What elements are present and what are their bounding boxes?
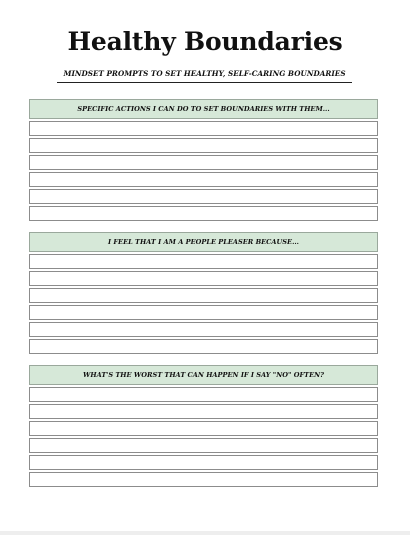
writing-line[interactable]: [29, 206, 378, 221]
writing-line[interactable]: [29, 172, 378, 187]
writing-line[interactable]: [29, 438, 378, 453]
page-title: Healthy Boundaries: [67, 27, 343, 56]
section-heading: SPECIFIC ACTIONS I CAN DO TO SET BOUNDARIES WITH THEM...: [29, 99, 378, 119]
writing-line[interactable]: [29, 155, 378, 170]
writing-line[interactable]: [29, 271, 378, 286]
prompt-section-3: [29, 365, 378, 487]
subtitle-underline: [57, 82, 352, 83]
prompt-section-2: [29, 232, 378, 354]
writing-line[interactable]: [29, 421, 378, 436]
prompt-section-1: [29, 99, 378, 221]
writing-line[interactable]: [29, 387, 378, 402]
writing-line[interactable]: [29, 455, 378, 470]
writing-line[interactable]: [29, 254, 378, 269]
page-bottom-edge: [0, 531, 410, 535]
writing-line[interactable]: [29, 189, 378, 204]
page-subtitle: MINDSET PROMPTS TO SET HEALTHY, SELF-CARING BOUNDARIES: [63, 69, 346, 78]
section-heading: I FEEL THAT I AM A PEOPLE PLEASER BECAUSE...: [29, 232, 378, 252]
writing-line[interactable]: [29, 404, 378, 419]
writing-line[interactable]: [29, 121, 378, 136]
writing-line[interactable]: [29, 472, 378, 487]
writing-line[interactable]: [29, 288, 378, 303]
section-heading: WHAT'S THE WORST THAT CAN HAPPEN IF I SAY "NO" OFTEN?: [29, 365, 378, 385]
writing-line[interactable]: [29, 138, 378, 153]
writing-line[interactable]: [29, 322, 378, 337]
writing-line[interactable]: [29, 339, 378, 354]
writing-line[interactable]: [29, 305, 378, 320]
